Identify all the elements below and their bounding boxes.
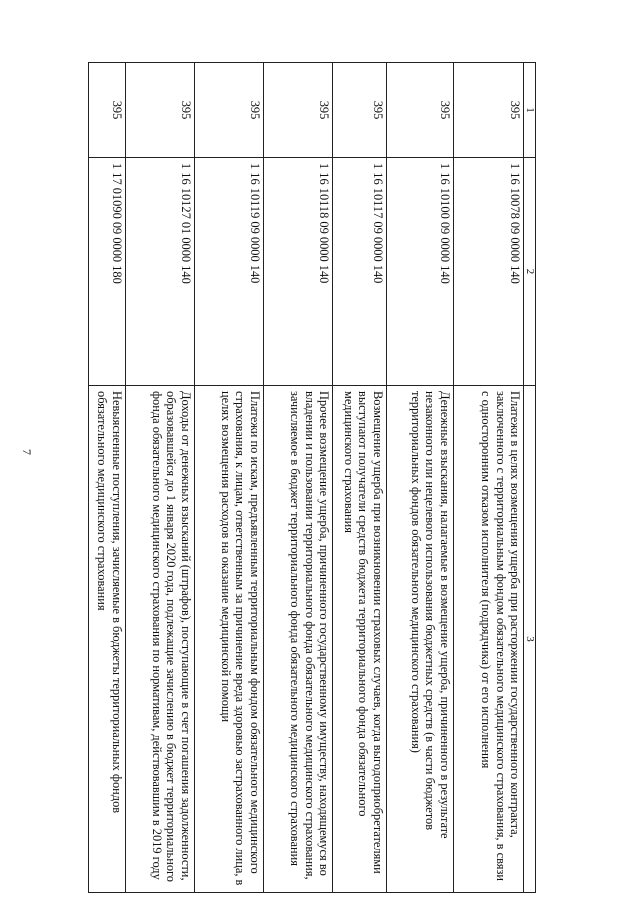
admin-code: 395	[89, 63, 126, 158]
budget-classification-code: 1 17 01090 09 0000 180	[89, 158, 126, 386]
admin-code: 395	[263, 63, 332, 158]
table-row	[194, 63, 263, 893]
budget-classification-code: 1 16 10117 09 0000 140	[332, 158, 386, 386]
revenue-description: Доходы от денежных взысканий (штрафов), поступающие в счет погашения задолженности, образовавшейся до 1 января 2020 года, подлежащие зачислению в бюджет территориального фонда обязательного медицинского страхования по нормативам, действовавшим в 2019 году	[125, 386, 194, 893]
budget-classification-code: 1 16 10100 09 0000 140	[386, 158, 453, 386]
revenue-codes-table	[88, 62, 536, 893]
column-header: 1	[524, 63, 536, 158]
rotated-table-container	[88, 62, 536, 892]
revenue-description: Прочее возмещение ущерба, причиненного государственному имуществу, находящемуся во владении и пользовании территориального фонда обязательного медицинского страхования, зачисляемое в бюджет территориального фонда обязательного медицинского страхования	[263, 386, 332, 893]
revenue-description: Платежи по искам, предъявленным территориальным фондом обязательного медицинского страхования, к лицам, ответственным за причинение вреда здоровью застрахованного лица, в целях возмещения расходов на оказание медицинской помощи	[194, 386, 263, 893]
table-row	[386, 63, 453, 893]
budget-classification-code: 1 16 10118 09 0000 140	[263, 158, 332, 386]
revenue-description: Невыясненные поступления, зачисляемые в бюджеты территориальных фондов обязательного медицинского страхования	[89, 386, 126, 893]
admin-code: 395	[332, 63, 386, 158]
table-row	[263, 63, 332, 893]
table-row	[453, 63, 523, 893]
column-header: 3	[524, 386, 536, 893]
column-header: 2	[524, 158, 536, 386]
table-row	[332, 63, 386, 893]
table-header-row	[524, 63, 536, 893]
revenue-description: Денежные взыскания, налагаемые в возмещение ущерба, причиненного в результате незаконного или нецелевого использования бюджетных средств (в части бюджетов территориальных фондов обязательного медицинского страхования)	[386, 386, 453, 893]
page-number: 7	[20, 449, 34, 455]
admin-code: 395	[453, 63, 523, 158]
admin-code: 395	[194, 63, 263, 158]
budget-classification-code: 1 16 10127 01 0000 140	[125, 158, 194, 386]
table-row	[89, 63, 126, 893]
budget-classification-code: 1 16 10119 09 0000 140	[194, 158, 263, 386]
budget-classification-code: 1 16 10078 09 0000 140	[453, 158, 523, 386]
table-row	[125, 63, 194, 893]
admin-code: 395	[386, 63, 453, 158]
revenue-description: Платежи в целях возмещения ущерба при расторжении государственного контракта, заключенного с территориальным фондом обязательного медицинского страхования, в связи с односторонним отказом исполнителя (подрядчика) от его исполнения	[453, 386, 523, 893]
admin-code: 395	[125, 63, 194, 158]
revenue-description: Возмещение ущерба при возникновении страховых случаев, когда выгодоприобретателями выступают получатели средств бюджета территориального фонда обязательного медицинского страхования	[332, 386, 386, 893]
